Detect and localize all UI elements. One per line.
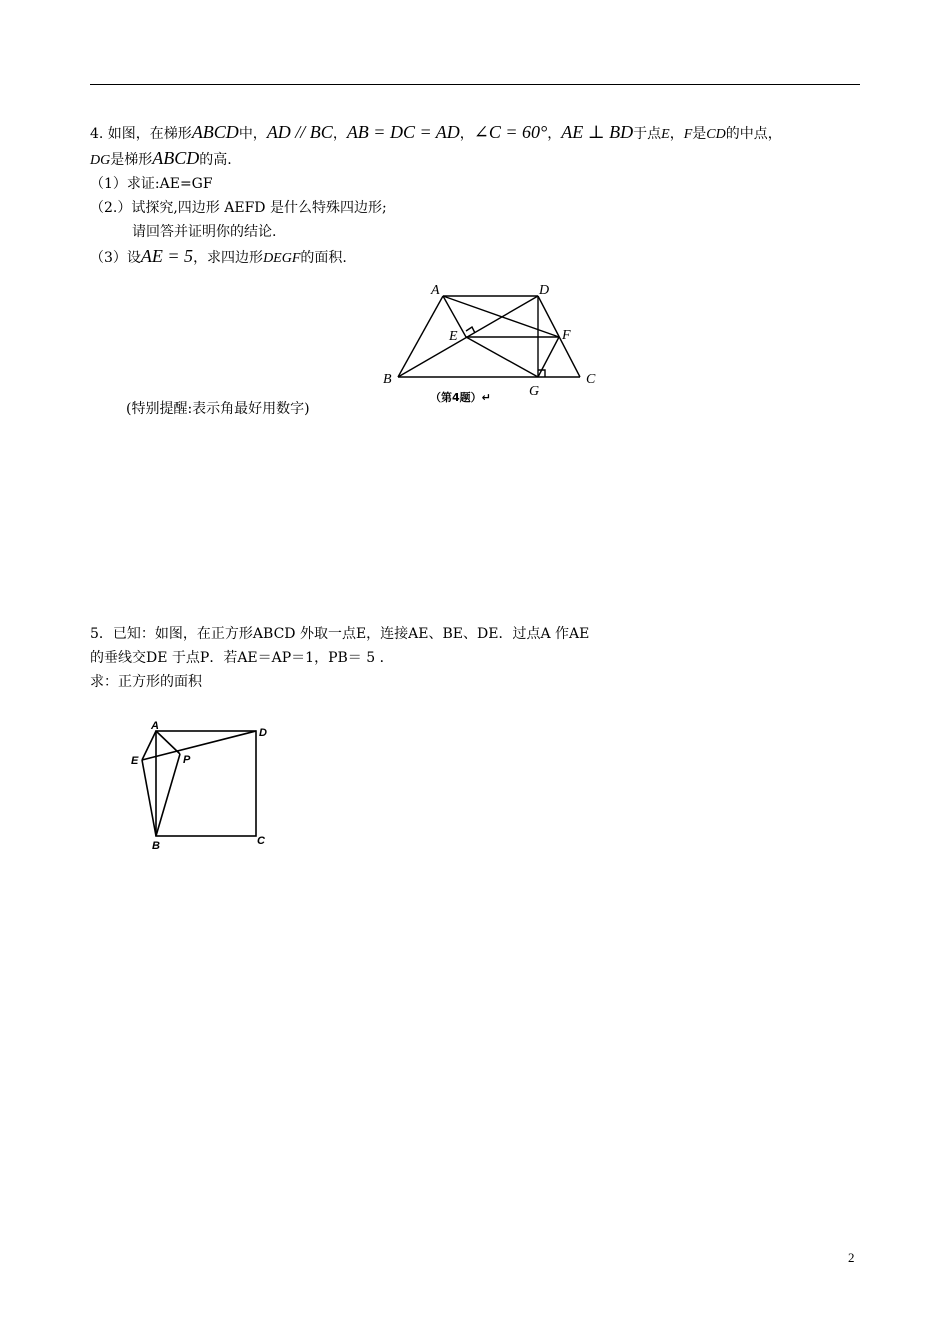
segment-ed [142,731,256,760]
label-a: A [431,283,440,298]
label-g: G [529,384,540,399]
segment-ae [142,731,156,760]
problem4-question2-continued: 请回答并证明你的结论. [132,224,277,240]
label-d: D [539,283,550,298]
problem5-figure [125,718,285,858]
problem4-figure [380,280,610,410]
segment-eg [466,337,538,377]
figure-caption: （第4题）↵ [430,391,491,404]
problem4-line1: 4. 如图，在梯形ABCD中，AD // BC，AB = DC = AD，∠C = 60°，AE ⊥ BD于点E，F是CD的中点， [90,122,782,142]
label-b: B [383,372,392,387]
label-c: C [257,835,265,847]
segment-pb [156,754,180,836]
segment-ap [156,731,180,754]
problem5-line1: 5．已知：如图，在正方形ABCD 外取一点E，连接AE、BE、DE．过点A 作AE [90,626,590,642]
label-e: E [131,755,139,767]
label-p: P [183,754,191,766]
problem4-question1: （1）求证:AE=GF [90,176,213,192]
page-number: 2 [848,1250,855,1265]
label-c: C [586,372,596,387]
segment-fg [538,337,559,377]
header-rule [90,84,860,85]
problem4-note: (特别提醒:表示角最好用数字) [126,401,310,417]
problem5-line2: 的垂线交DE 于点P．若AE＝AP＝1，PB＝ 5 ． [90,650,394,666]
problem4-line2: DG是梯形ABCD的高. [90,148,232,168]
segment-eb [142,760,156,836]
problem4-question3: （3）设AE = 5，求四边形DEGF的面积. [90,246,347,266]
problem4-question2: （2.）试探究,四边形 AEFD 是什么特殊四边形; [90,200,387,216]
label-f: F [562,328,571,343]
right-angle-mark-e [466,327,475,333]
label-a: A [151,720,159,732]
segment-ab [398,296,443,377]
label-b: B [152,840,160,852]
label-e: E [449,329,458,344]
label-d: D [259,727,267,739]
problem5-line3: 求：正方形的面积 [90,674,202,690]
